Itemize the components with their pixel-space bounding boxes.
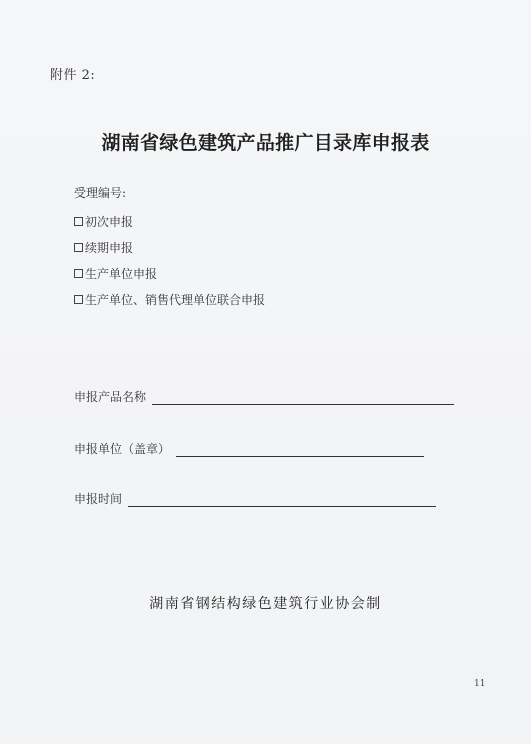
option-manufacturer[interactable] bbox=[74, 260, 265, 286]
attachment-label: 附件 2: bbox=[50, 68, 96, 83]
option-renewal[interactable] bbox=[74, 234, 265, 260]
issuer-text: 湖南省钢结构绿色建筑行业协会制 bbox=[149, 596, 382, 612]
applicant-label: 申报单位（盖章） bbox=[74, 442, 171, 456]
date-label: 申报时间 bbox=[74, 492, 123, 506]
product-name-input-line[interactable] bbox=[152, 392, 454, 405]
applicant-field bbox=[74, 440, 424, 457]
option-label: 初次申报 bbox=[85, 214, 134, 229]
option-label: 续期申报 bbox=[85, 240, 134, 255]
checkbox-icon[interactable] bbox=[74, 243, 83, 252]
option-label: 生产单位、销售代理单位联合申报 bbox=[85, 292, 266, 307]
date-field bbox=[74, 490, 436, 507]
page-number: 11 bbox=[474, 679, 486, 689]
checkbox-icon[interactable] bbox=[74, 217, 83, 226]
date-input-line[interactable] bbox=[128, 494, 436, 507]
checkbox-icon[interactable] bbox=[74, 269, 83, 278]
product-name-field bbox=[74, 388, 454, 405]
option-initial[interactable] bbox=[74, 208, 265, 234]
intake-number-label: 受理编号: bbox=[74, 186, 127, 200]
application-type-options bbox=[74, 208, 265, 312]
option-joint[interactable] bbox=[74, 286, 265, 312]
product-name-label: 申报产品名称 bbox=[74, 390, 147, 404]
checkbox-icon[interactable] bbox=[74, 295, 83, 304]
applicant-input-line[interactable] bbox=[176, 444, 424, 457]
option-label: 生产单位申报 bbox=[85, 266, 158, 281]
form-title: 湖南省绿色建筑产品推广目录库申报表 bbox=[101, 132, 430, 154]
